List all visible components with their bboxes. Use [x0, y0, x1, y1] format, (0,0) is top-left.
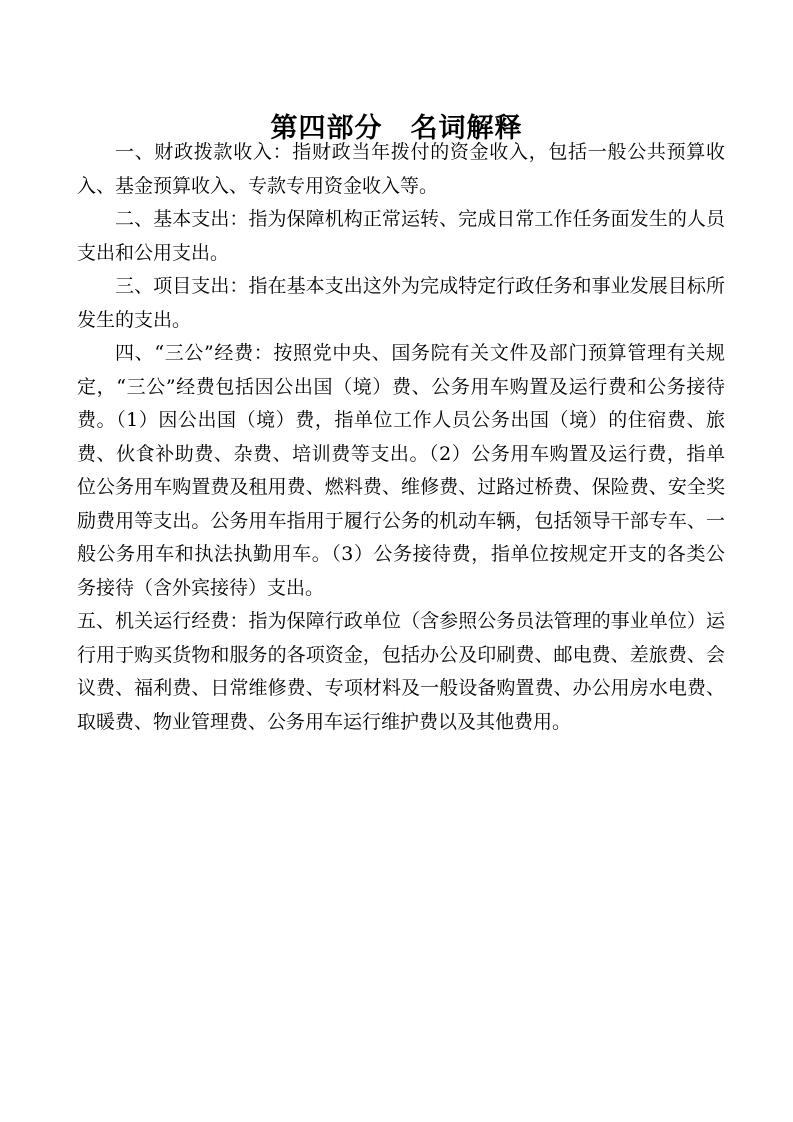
- document-body: [77, 136, 725, 739]
- page-title: 第四部分 名词解释: [270, 113, 523, 145]
- definition-paragraph-three-public-expenses: 四、“三公”经费：按照党中央、国务院有关文件及部门预算管理有关规定，“三公”经费包括因公出国（境）费、公务用车购置及运行费和公务接待费。（1）因公出国（境）费，指单位工作人员公务出国（境）的住宿费、旅费、伙食补助费、杂费、培训费等支出。（2）公务用车购置及运行费，指单位公务用车购置费及租用费、燃料费、维修费、过路过桥费、保险费、安全奖励费用等支出。公务用车指用于履行公务的机动车辆，包括领导干部专车、一般公务用车和执法执勤用车。（3）公务接待费，指单位按规定开支的各类公务接待（含外宾接待）支出。: [77, 342, 725, 599]
- definition-paragraph-fiscal-appropriation: 一、财政拨款收入：指财政当年拨付的资金收入，包括一般公共预算收入、基金预算收入、专款专用资金收入等。: [77, 141, 725, 197]
- definition-paragraph-operating-funds: 五、机关运行经费：指为保障行政单位（含参照公务员法管理的事业单位）运行用于购买货物和服务的各项资金，包括办公及印刷费、邮电费、差旅费、会议费、福利费、日常维修费、专项材料及一般设备购置费、办公用房水电费、取暖费、物业管理费、公务用车运行维护费以及其他费用。: [77, 610, 725, 733]
- definition-paragraph-project-expenditure: 三、项目支出：指在基本支出这外为完成特定行政任务和事业发展目标所发生的支出。: [77, 275, 725, 331]
- definition-paragraph-basic-expenditure: 二、基本支出：指为保障机构正常运转、完成日常工作任务面发生的人员支出和公用支出。: [77, 208, 725, 264]
